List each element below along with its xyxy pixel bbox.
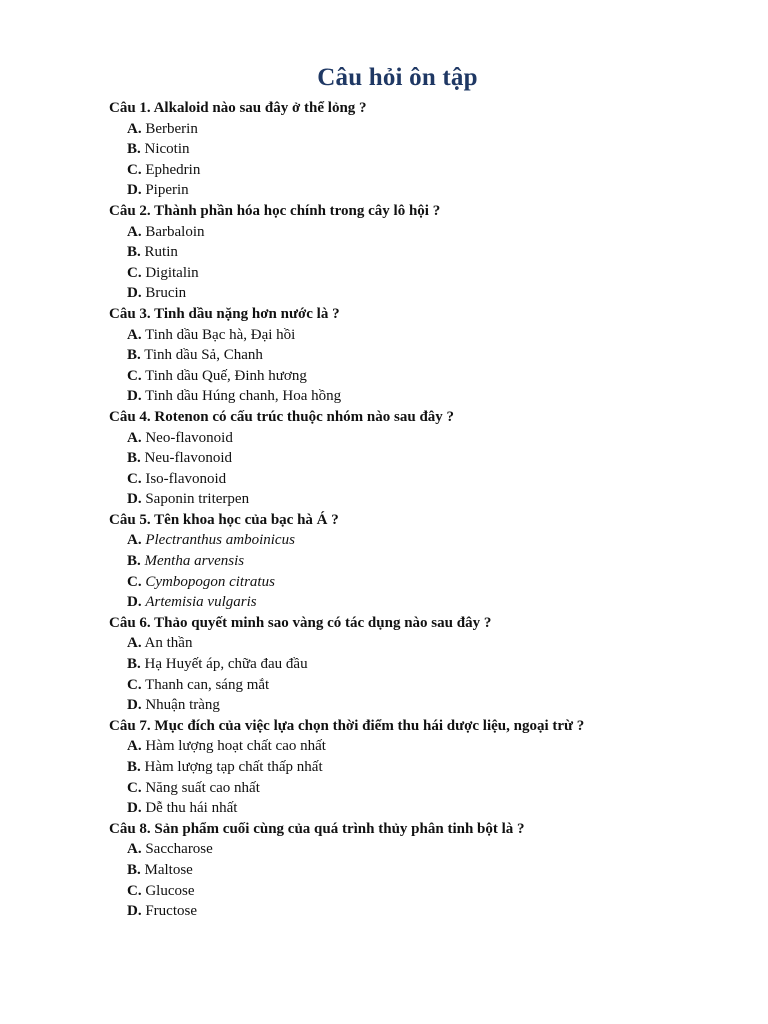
option-text: Năng suất cao nhất xyxy=(145,779,260,796)
option-letter: D. xyxy=(127,903,142,920)
option-letter: A. xyxy=(127,326,142,343)
answer-option xyxy=(109,428,749,449)
option-text: Hàm lượng hoạt chất cao nhất xyxy=(145,738,326,755)
question-text: Câu 3. Tinh dầu nặng hơn nước là ? xyxy=(109,305,340,322)
answer-option xyxy=(109,139,749,160)
answer-option xyxy=(109,283,749,304)
option-text: Artemisia vulgaris xyxy=(145,594,257,611)
answer-option xyxy=(109,530,749,551)
answer-option xyxy=(109,881,749,902)
answer-option xyxy=(109,839,749,860)
answer-option xyxy=(109,551,749,572)
option-letter: A. xyxy=(127,841,142,858)
option-letter: D. xyxy=(127,182,142,199)
option-text: Neu-flavonoid xyxy=(144,450,232,467)
option-text: Digitalin xyxy=(145,264,199,281)
answer-option xyxy=(109,366,749,387)
answer-option xyxy=(109,736,749,757)
option-text: Maltose xyxy=(144,861,193,878)
answer-option xyxy=(109,654,749,675)
answer-option xyxy=(109,798,749,819)
answer-option xyxy=(109,386,749,407)
question-3 xyxy=(109,304,749,407)
question-1 xyxy=(109,98,749,201)
option-text: Glucose xyxy=(145,882,195,899)
option-text: Hàm lượng tạp chất thấp nhất xyxy=(144,759,323,775)
question-text: Câu 6. Thảo quyết minh sao vàng có tác dụng nào sau đây ? xyxy=(109,614,492,631)
answer-option xyxy=(109,572,749,593)
option-text: Mentha arvensis xyxy=(144,553,245,570)
answer-option xyxy=(109,325,749,346)
question-8 xyxy=(109,819,749,922)
option-text: Nicotin xyxy=(144,141,190,158)
answer-option xyxy=(109,860,749,881)
option-text: Rutin xyxy=(144,244,178,261)
option-letter: A. xyxy=(127,429,142,446)
option-text: Tinh dầu Quế, Đinh hương xyxy=(145,367,307,384)
option-text: Iso-flavonoid xyxy=(145,470,227,487)
option-letter: B. xyxy=(127,347,141,364)
option-text: Tinh dầu Sả, Chanh xyxy=(144,347,263,364)
option-text: Fructose xyxy=(145,903,198,920)
answer-option xyxy=(109,695,749,716)
option-letter: B. xyxy=(127,141,141,158)
question-7 xyxy=(109,716,749,819)
option-letter: A. xyxy=(127,223,142,240)
answer-option xyxy=(109,180,749,201)
option-letter: B. xyxy=(127,759,141,775)
answer-option xyxy=(109,489,749,510)
option-letter: B. xyxy=(127,450,141,467)
option-letter: C. xyxy=(127,882,142,899)
option-letter: C. xyxy=(127,161,142,178)
option-text: Cymbopogon citratus xyxy=(145,573,275,590)
option-text: Tinh dầu Bạc hà, Đại hồi xyxy=(145,326,296,343)
question-6 xyxy=(109,613,749,716)
option-letter: D. xyxy=(127,594,142,611)
answer-option xyxy=(109,222,749,243)
question-5 xyxy=(109,510,749,613)
option-letter: D. xyxy=(127,491,142,508)
answer-option xyxy=(109,160,749,181)
answer-option xyxy=(109,675,749,696)
question-list xyxy=(109,98,749,922)
option-letter: B. xyxy=(127,656,141,673)
option-text: Dễ thu hái nhất xyxy=(145,800,238,817)
question-2 xyxy=(109,201,749,304)
option-text: Saccharose xyxy=(145,841,213,858)
question-text: Câu 7. Mục đích của việc lựa chọn thời điểm thu hái dược liệu, ngoại trừ ? xyxy=(109,717,585,734)
answer-option xyxy=(109,469,749,490)
option-letter: B. xyxy=(127,553,141,570)
option-letter: A. xyxy=(127,635,142,652)
option-text: Hạ Huyết áp, chữa đau đầu xyxy=(144,656,308,673)
option-letter: B. xyxy=(127,244,141,261)
question-text: Câu 5. Tên khoa học của bạc hà Á ? xyxy=(109,511,339,528)
option-text: Thanh can, sáng mắt xyxy=(145,676,270,693)
option-letter: B. xyxy=(127,861,141,878)
option-letter: C. xyxy=(127,367,142,384)
option-letter: C. xyxy=(127,779,142,796)
option-letter: A. xyxy=(127,738,142,755)
option-text: Berberin xyxy=(145,120,198,137)
option-letter: C. xyxy=(127,470,142,487)
answer-option xyxy=(109,119,749,140)
answer-option xyxy=(109,633,749,654)
option-letter: C. xyxy=(127,264,142,281)
option-text: Piperin xyxy=(145,182,189,199)
option-letter: A. xyxy=(127,120,142,137)
option-letter: D. xyxy=(127,697,142,714)
option-letter: D. xyxy=(127,285,142,302)
question-text: Câu 8. Sản phẩm cuối cùng của quá trình thủy phân tinh bột là ? xyxy=(109,820,525,837)
option-letter: C. xyxy=(127,676,142,693)
question-text: Câu 2. Thành phần hóa học chính trong cây lô hội ? xyxy=(109,202,441,219)
answer-option xyxy=(109,901,749,922)
option-letter: D. xyxy=(127,388,142,405)
option-text: Saponin triterpen xyxy=(145,491,250,508)
option-text: Tinh dầu Húng chanh, Hoa hồng xyxy=(145,388,342,405)
question-text: Câu 1. Alkaloid nào sau đây ở thể lỏng ? xyxy=(109,100,367,116)
option-text: Plectranthus amboinicus xyxy=(145,532,295,549)
answer-option xyxy=(109,592,749,613)
option-text: Brucin xyxy=(145,285,187,302)
answer-option xyxy=(109,778,749,799)
option-text: Barbaloin xyxy=(145,223,205,240)
answer-option xyxy=(109,345,749,366)
answer-option xyxy=(109,263,749,284)
question-text: Câu 4. Rotenon có cấu trúc thuộc nhóm nào sau đây ? xyxy=(109,408,455,425)
answer-option xyxy=(109,242,749,263)
option-letter: A. xyxy=(127,532,142,549)
option-letter: D. xyxy=(127,800,142,817)
option-text: Nhuận tràng xyxy=(145,697,220,714)
option-text: Ephedrin xyxy=(145,161,201,178)
option-text: An thần xyxy=(144,635,193,652)
answer-option xyxy=(109,757,749,778)
answer-option xyxy=(109,448,749,469)
question-4 xyxy=(109,407,749,510)
option-text: Neo-flavonoid xyxy=(145,429,233,446)
option-letter: C. xyxy=(127,573,142,590)
page-title: Câu hỏi ôn tập xyxy=(317,64,478,91)
